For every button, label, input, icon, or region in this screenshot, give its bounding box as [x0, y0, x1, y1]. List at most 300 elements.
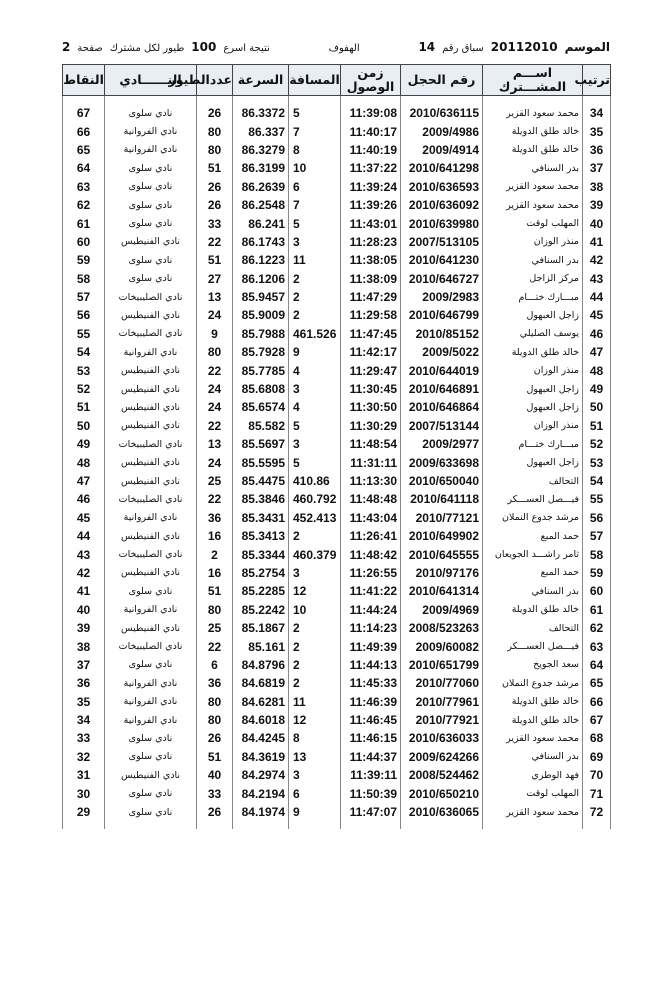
- distance-cell: 3: [289, 435, 341, 453]
- table-row: [63, 472, 611, 490]
- bird-count-cell: 13: [197, 435, 233, 453]
- rank-cell: 55: [583, 490, 611, 508]
- ring-cell: 2010/646727: [401, 270, 483, 288]
- rank-cell: 35: [583, 122, 611, 140]
- speed-cell: 85.5697: [233, 435, 289, 453]
- page-number: 2: [62, 40, 71, 54]
- arrival-time-cell: 11:30:29: [341, 417, 401, 435]
- club-cell: نادي سلوى: [105, 803, 197, 821]
- rank-cell: 38: [583, 178, 611, 196]
- ring-cell: 2010/651799: [401, 656, 483, 674]
- table-row: [63, 674, 611, 692]
- points-cell: 30: [63, 784, 105, 802]
- table-row: [63, 270, 611, 288]
- speed-cell: 85.3413: [233, 527, 289, 545]
- table-row: [63, 453, 611, 471]
- column-header-distance: المسافة: [289, 65, 341, 96]
- distance-cell: 13: [289, 748, 341, 766]
- distance-cell: 5: [289, 214, 341, 232]
- ring-cell: 2009/2977: [401, 435, 483, 453]
- season-value: 20112010: [490, 40, 558, 54]
- table-row: [63, 693, 611, 711]
- arrival-time-cell: 11:45:33: [341, 674, 401, 692]
- table-row: [63, 361, 611, 379]
- rank-cell: 65: [583, 674, 611, 692]
- club-cell: نادي سلوى: [105, 582, 197, 600]
- arrival-time-cell: 11:38:09: [341, 270, 401, 288]
- distance-cell: 4: [289, 398, 341, 416]
- participant-cell: محمد سعود القزير: [483, 178, 583, 196]
- participant-cell: ثامر راشـــد الجويعان: [483, 545, 583, 563]
- points-cell: 42: [63, 564, 105, 582]
- rank-cell: 59: [583, 564, 611, 582]
- club-cell: نادي الصليبيخات: [105, 435, 197, 453]
- location-group: [329, 43, 360, 54]
- speed-cell: 86.1743: [233, 233, 289, 251]
- arrival-time-cell: 11:39:26: [341, 196, 401, 214]
- arrival-time-cell: 11:29:47: [341, 361, 401, 379]
- club-cell: نادي الفروانية: [105, 122, 197, 140]
- arrival-time-cell: 11:37:22: [341, 159, 401, 177]
- rank-cell: 69: [583, 748, 611, 766]
- speed-cell: 85.1867: [233, 619, 289, 637]
- ring-cell: 2010/85152: [401, 325, 483, 343]
- points-cell: 58: [63, 270, 105, 288]
- distance-cell: 9: [289, 803, 341, 821]
- top-count: 100: [191, 40, 217, 54]
- points-cell: 57: [63, 288, 105, 306]
- arrival-time-cell: 11:46:45: [341, 711, 401, 729]
- arrival-time-cell: 11:26:55: [341, 564, 401, 582]
- spacer-cell: [63, 821, 105, 829]
- speed-cell: 85.7785: [233, 361, 289, 379]
- race-number: 14: [418, 40, 436, 54]
- points-cell: 31: [63, 766, 105, 784]
- spacer-cell: [289, 821, 341, 829]
- distance-cell: 7: [289, 122, 341, 140]
- points-cell: 32: [63, 748, 105, 766]
- participant-cell: خالد طلق الدويلة: [483, 693, 583, 711]
- club-cell: نادي سلوى: [105, 251, 197, 269]
- rank-cell: 45: [583, 306, 611, 324]
- spacer-cell: [233, 96, 289, 105]
- table-row: [63, 233, 611, 251]
- spacer-cell: [341, 821, 401, 829]
- distance-cell: 9: [289, 343, 341, 361]
- distance-cell: 460.379: [289, 545, 341, 563]
- bird-count-cell: 36: [197, 674, 233, 692]
- table-row: [63, 784, 611, 802]
- bird-count-cell: 6: [197, 656, 233, 674]
- club-cell: نادي الفروانية: [105, 693, 197, 711]
- table-row: [63, 601, 611, 619]
- club-cell: نادي سلوى: [105, 196, 197, 214]
- ring-cell: 2009/2983: [401, 288, 483, 306]
- bird-count-cell: 36: [197, 509, 233, 527]
- bird-count-cell: 27: [197, 270, 233, 288]
- distance-cell: 3: [289, 380, 341, 398]
- rank-cell: 52: [583, 435, 611, 453]
- distance-cell: 10: [289, 159, 341, 177]
- arrival-time-cell: 11:50:39: [341, 784, 401, 802]
- rank-cell: 39: [583, 196, 611, 214]
- arrival-time-cell: 11:39:08: [341, 104, 401, 122]
- club-cell: نادي الفروانية: [105, 601, 197, 619]
- club-cell: نادي الفنيطيس: [105, 472, 197, 490]
- rank-cell: 40: [583, 214, 611, 232]
- arrival-time-cell: 11:31:11: [341, 453, 401, 471]
- club-cell: نادي الفروانية: [105, 343, 197, 361]
- points-cell: 41: [63, 582, 105, 600]
- table-row: [63, 729, 611, 747]
- distance-cell: 2: [289, 288, 341, 306]
- club-cell: نادي الفنيطيس: [105, 398, 197, 416]
- participant-cell: زاجل العبهول: [483, 453, 583, 471]
- rank-cell: 61: [583, 601, 611, 619]
- ring-cell: 2010/636593: [401, 178, 483, 196]
- bird-count-cell: 24: [197, 453, 233, 471]
- rank-cell: 43: [583, 270, 611, 288]
- distance-cell: 2: [289, 306, 341, 324]
- speed-cell: 85.2242: [233, 601, 289, 619]
- distance-cell: 12: [289, 711, 341, 729]
- rank-cell: 67: [583, 711, 611, 729]
- table-header-row: [63, 65, 611, 96]
- ring-cell: 2010/641298: [401, 159, 483, 177]
- ring-cell: 2010/97176: [401, 564, 483, 582]
- points-cell: 60: [63, 233, 105, 251]
- arrival-time-cell: 11:44:13: [341, 656, 401, 674]
- ring-cell: 2010/645555: [401, 545, 483, 563]
- ring-cell: 2010/639980: [401, 214, 483, 232]
- arrival-time-cell: 11:44:24: [341, 601, 401, 619]
- participant-cell: بدر السنافي: [483, 159, 583, 177]
- participant-cell: خالد طلق الدويلة: [483, 122, 583, 140]
- bird-count-cell: 51: [197, 251, 233, 269]
- club-cell: نادي الفنيطيس: [105, 361, 197, 379]
- arrival-time-cell: 11:39:24: [341, 178, 401, 196]
- participant-cell: يوسف الصليلي: [483, 325, 583, 343]
- arrival-time-cell: 11:49:39: [341, 637, 401, 655]
- rank-cell: 71: [583, 784, 611, 802]
- arrival-time-cell: 11:47:07: [341, 803, 401, 821]
- participant-cell: فيـــصل العســـكر: [483, 637, 583, 655]
- column-header-points: النقاط: [63, 65, 105, 96]
- table-row: [63, 711, 611, 729]
- arrival-time-cell: 11:47:45: [341, 325, 401, 343]
- speed-cell: 85.3431: [233, 509, 289, 527]
- bird-count-cell: 22: [197, 490, 233, 508]
- column-header-participant: اســـم المشـــترك: [483, 65, 583, 96]
- distance-cell: 4: [289, 361, 341, 379]
- club-cell: نادي سلوى: [105, 178, 197, 196]
- distance-cell: 5: [289, 417, 341, 435]
- spacer-cell: [483, 96, 583, 105]
- bird-count-cell: 13: [197, 288, 233, 306]
- rank-cell: 36: [583, 141, 611, 159]
- column-header-speed: السرعة: [233, 65, 289, 96]
- distance-cell: 460.792: [289, 490, 341, 508]
- ring-cell: 2010/636115: [401, 104, 483, 122]
- points-cell: 39: [63, 619, 105, 637]
- table-row: [63, 196, 611, 214]
- ring-cell: 2008/524462: [401, 766, 483, 784]
- rank-cell: 49: [583, 380, 611, 398]
- speed-cell: 84.4245: [233, 729, 289, 747]
- table-row: [63, 619, 611, 637]
- spacer-cell: [105, 96, 197, 105]
- speed-cell: 84.1974: [233, 803, 289, 821]
- ring-cell: 2010/77060: [401, 674, 483, 692]
- distance-cell: 2: [289, 527, 341, 545]
- distance-cell: 10: [289, 601, 341, 619]
- bird-count-cell: 9: [197, 325, 233, 343]
- ring-cell: 2010/644019: [401, 361, 483, 379]
- bird-count-cell: 24: [197, 380, 233, 398]
- ring-cell: 2010/641314: [401, 582, 483, 600]
- club-cell: نادي الفروانية: [105, 141, 197, 159]
- table-row: [63, 214, 611, 232]
- distance-cell: 2: [289, 637, 341, 655]
- points-cell: 48: [63, 453, 105, 471]
- points-cell: 46: [63, 490, 105, 508]
- bird-count-cell: 40: [197, 766, 233, 784]
- arrival-time-cell: 11:43:04: [341, 509, 401, 527]
- ring-cell: 2007/513144: [401, 417, 483, 435]
- rank-cell: 47: [583, 343, 611, 361]
- table-row: [63, 637, 611, 655]
- rank-cell: 57: [583, 527, 611, 545]
- speed-cell: 86.3279: [233, 141, 289, 159]
- participant-cell: منذر الوزان: [483, 417, 583, 435]
- table-row: [63, 122, 611, 140]
- distance-cell: 2: [289, 674, 341, 692]
- points-cell: 52: [63, 380, 105, 398]
- participant-cell: سعد الجويخ: [483, 656, 583, 674]
- table-row: [63, 545, 611, 563]
- points-cell: 63: [63, 178, 105, 196]
- spacer-cell: [341, 96, 401, 105]
- participant-cell: بدر السنافي: [483, 582, 583, 600]
- distance-cell: 410.86: [289, 472, 341, 490]
- participant-cell: حمد المبع: [483, 564, 583, 582]
- participant-cell: مبـــارك ختـــام: [483, 435, 583, 453]
- club-cell: نادي الصليبيخات: [105, 490, 197, 508]
- speed-cell: 85.2285: [233, 582, 289, 600]
- rank-cell: 54: [583, 472, 611, 490]
- points-cell: 53: [63, 361, 105, 379]
- club-cell: نادي الفنيطيس: [105, 306, 197, 324]
- arrival-time-cell: 11:29:58: [341, 306, 401, 324]
- speed-cell: 84.6018: [233, 711, 289, 729]
- arrival-time-cell: 11:46:39: [341, 693, 401, 711]
- ring-cell: 2009/5022: [401, 343, 483, 361]
- participant-cell: خالد طلق الدويلة: [483, 141, 583, 159]
- distance-cell: 6: [289, 784, 341, 802]
- points-cell: 55: [63, 325, 105, 343]
- speed-cell: 85.9457: [233, 288, 289, 306]
- table-row: [63, 159, 611, 177]
- bird-count-cell: 25: [197, 472, 233, 490]
- arrival-time-cell: 11:40:19: [341, 141, 401, 159]
- club-cell: نادي الفنيطيس: [105, 619, 197, 637]
- rank-cell: 34: [583, 104, 611, 122]
- speed-cell: 86.2639: [233, 178, 289, 196]
- participant-cell: فهد الوطري: [483, 766, 583, 784]
- speed-cell: 85.5595: [233, 453, 289, 471]
- column-header-arrival-time: زمن الوصول: [341, 65, 401, 96]
- points-cell: 59: [63, 251, 105, 269]
- bird-count-cell: 26: [197, 729, 233, 747]
- table-row: [63, 288, 611, 306]
- spacer-row: [63, 821, 611, 829]
- ring-cell: 2010/650040: [401, 472, 483, 490]
- club-cell: نادي سلوى: [105, 729, 197, 747]
- rank-cell: 62: [583, 619, 611, 637]
- bird-count-cell: 33: [197, 214, 233, 232]
- ring-cell: 2010/641118: [401, 490, 483, 508]
- distance-cell: 2: [289, 656, 341, 674]
- points-cell: 54: [63, 343, 105, 361]
- table-row: [63, 490, 611, 508]
- table-row: [63, 509, 611, 527]
- bird-count-cell: 24: [197, 306, 233, 324]
- club-cell: نادي الصليبيخات: [105, 288, 197, 306]
- points-cell: 62: [63, 196, 105, 214]
- arrival-time-cell: 11:47:29: [341, 288, 401, 306]
- club-cell: نادي سلوى: [105, 159, 197, 177]
- club-cell: نادي الفنيطيس: [105, 380, 197, 398]
- table-row: [63, 748, 611, 766]
- table-row: [63, 417, 611, 435]
- points-cell: 37: [63, 656, 105, 674]
- points-cell: 33: [63, 729, 105, 747]
- table-row: [63, 380, 611, 398]
- speed-cell: 85.7928: [233, 343, 289, 361]
- ring-cell: 2009/633698: [401, 453, 483, 471]
- bird-count-cell: 22: [197, 417, 233, 435]
- arrival-time-cell: 11:42:17: [341, 343, 401, 361]
- distance-cell: 3: [289, 233, 341, 251]
- participant-cell: المهلب لوقت: [483, 214, 583, 232]
- participant-cell: محمد سعود القزير: [483, 729, 583, 747]
- rank-cell: 44: [583, 288, 611, 306]
- points-cell: 49: [63, 435, 105, 453]
- table-row: [63, 104, 611, 122]
- club-cell: نادي سلوى: [105, 214, 197, 232]
- spacer-row: [63, 96, 611, 105]
- bird-count-cell: 25: [197, 619, 233, 637]
- speed-cell: 85.6808: [233, 380, 289, 398]
- distance-cell: 3: [289, 564, 341, 582]
- table-row: [63, 656, 611, 674]
- rank-cell: 58: [583, 545, 611, 563]
- bird-count-cell: 26: [197, 803, 233, 821]
- table-row: [63, 435, 611, 453]
- distance-cell: 8: [289, 729, 341, 747]
- distance-cell: 5: [289, 453, 341, 471]
- spacer-cell: [197, 96, 233, 105]
- result-label: نتيجة اسرع: [223, 43, 270, 54]
- race-label: سباق رقم: [442, 43, 484, 54]
- speed-cell: 86.1223: [233, 251, 289, 269]
- ring-cell: 2008/523263: [401, 619, 483, 637]
- arrival-time-cell: 11:48:42: [341, 545, 401, 563]
- participant-cell: مركز الزاجل: [483, 270, 583, 288]
- arrival-time-cell: 11:41:22: [341, 582, 401, 600]
- table-row: [63, 251, 611, 269]
- club-cell: نادي الفنيطيس: [105, 417, 197, 435]
- distance-cell: 5: [289, 104, 341, 122]
- spacer-cell: [233, 821, 289, 829]
- distance-cell: 3: [289, 766, 341, 784]
- bird-count-cell: 16: [197, 527, 233, 545]
- arrival-time-cell: 11:39:11: [341, 766, 401, 784]
- speed-cell: 85.582: [233, 417, 289, 435]
- spacer-cell: [583, 96, 611, 105]
- ring-cell: 2010/646891: [401, 380, 483, 398]
- spacer-cell: [105, 821, 197, 829]
- ring-cell: 2010/77921: [401, 711, 483, 729]
- club-cell: نادي الفنيطيس: [105, 527, 197, 545]
- table-row: [63, 766, 611, 784]
- rank-cell: 48: [583, 361, 611, 379]
- arrival-time-cell: 11:48:54: [341, 435, 401, 453]
- ring-cell: 2009/4986: [401, 122, 483, 140]
- participant-cell: خالد طلق الدويلة: [483, 343, 583, 361]
- points-cell: 61: [63, 214, 105, 232]
- ring-cell: 2010/649902: [401, 527, 483, 545]
- club-cell: نادي سلوى: [105, 270, 197, 288]
- club-cell: نادي سلوى: [105, 784, 197, 802]
- arrival-time-cell: 11:28:23: [341, 233, 401, 251]
- points-cell: 50: [63, 417, 105, 435]
- bird-count-cell: 51: [197, 159, 233, 177]
- speed-cell: 84.6281: [233, 693, 289, 711]
- bird-count-cell: 80: [197, 693, 233, 711]
- bird-count-cell: 16: [197, 564, 233, 582]
- points-cell: 34: [63, 711, 105, 729]
- rank-cell: 41: [583, 233, 611, 251]
- club-cell: نادي الفروانية: [105, 711, 197, 729]
- arrival-time-cell: 11:14:23: [341, 619, 401, 637]
- bird-count-cell: 22: [197, 233, 233, 251]
- participant-cell: مرشد جدوع النملان: [483, 674, 583, 692]
- bird-count-cell: 80: [197, 711, 233, 729]
- bird-count-cell: 80: [197, 601, 233, 619]
- speed-cell: 85.7988: [233, 325, 289, 343]
- distance-cell: 12: [289, 582, 341, 600]
- arrival-time-cell: 11:43:01: [341, 214, 401, 232]
- speed-cell: 85.6574: [233, 398, 289, 416]
- points-cell: 66: [63, 122, 105, 140]
- points-cell: 64: [63, 159, 105, 177]
- speed-cell: 84.3619: [233, 748, 289, 766]
- club-cell: نادي الفنيطيس: [105, 564, 197, 582]
- table-row: [63, 398, 611, 416]
- table-row: [63, 178, 611, 196]
- bird-count-cell: 26: [197, 178, 233, 196]
- speed-cell: 85.9009: [233, 306, 289, 324]
- rank-cell: 70: [583, 766, 611, 784]
- distance-cell: 6: [289, 178, 341, 196]
- distance-cell: 11: [289, 693, 341, 711]
- arrival-time-cell: 11:44:37: [341, 748, 401, 766]
- spacer-cell: [197, 821, 233, 829]
- speed-cell: 86.241: [233, 214, 289, 232]
- speed-cell: 84.2974: [233, 766, 289, 784]
- participant-cell: التحالف: [483, 472, 583, 490]
